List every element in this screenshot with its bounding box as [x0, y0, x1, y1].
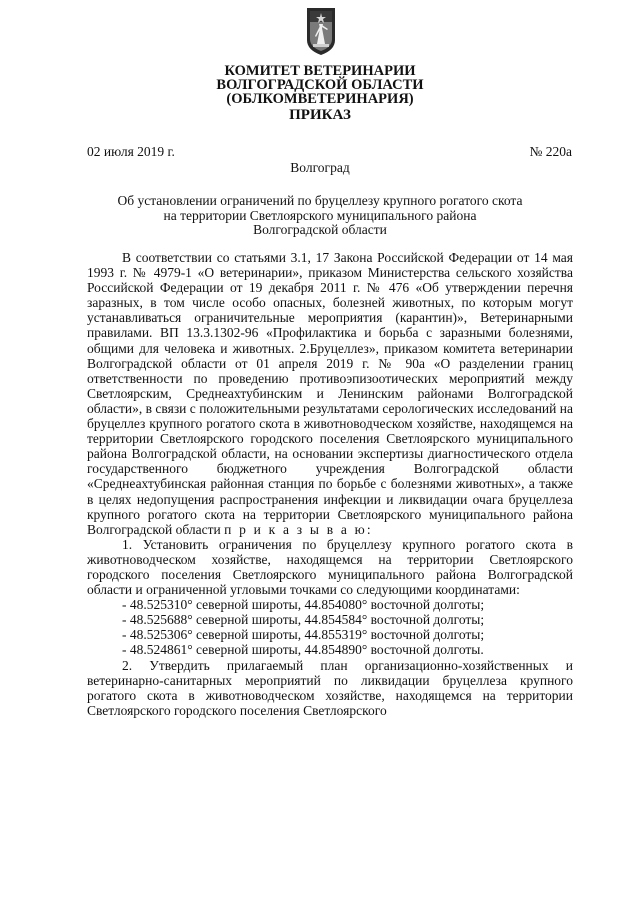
- item-2-paragraph: 2. Утвердить прилагаемый план организационно-хозяйственных и ветеринарно-санитарных мероприятий по ликвидации бруцеллеза крупного рогатого скота в животноводческом хозяйстве, находящемся на территории Светлоярского городского поселения Светлоярского: [87, 657, 573, 718]
- committee-name-line-1: КОМИТЕТ ВЕТЕРИНАРИИ: [224, 63, 416, 79]
- order-number: № 220а: [529, 144, 572, 159]
- order-body: [87, 250, 573, 718]
- subject-line-3: Волгоградской области: [253, 222, 387, 237]
- document-title: ПРИКАЗ: [289, 107, 351, 123]
- coordinate-item: - 48.524861° северной широты, 44.854890° восточной долготы.: [122, 642, 484, 658]
- committee-name-line-2: ВОЛГОГРАДСКОЙ ОБЛАСТИ: [216, 77, 424, 93]
- order-date: 02 июля 2019 г.: [87, 144, 175, 159]
- item-1-paragraph: 1. Установить ограничения по бруцеллезу крупного рогатого скота в животноводческом хозяйстве, находящемся на территории Светлоярского городского поселения Светлоярского муниципального района Волгоградской области и ограниченной угловыми точками со следующими координатами:: [87, 536, 573, 598]
- coordinate-item: - 48.525306° северной широты, 44.855319° восточной долготы;: [122, 627, 485, 643]
- preamble-paragraph: [87, 250, 573, 537]
- preamble-text: В соответствии со статьями 3.1, 17 Закона Российской Федерации от 14 мая 1993 г. № 4979-1 «О ветеринарии», приказом Министерства сельского хозяйства Российской Федерации от 19 декабря 2011 г. № 476 «Об утверждении перечня заразных, в том числе особо опасных, болезней животных, по которым могут устанавливаться ограничительные мероприятия (карантин)», Ветеринарными правилами. ВП 13.3.1302-96 «Профилактика и борьба с заразными болезнями, общими для человека и животных. 2.Бруцеллез», приказом комитета ветеринарии Волгоградской области от 01 апреля 2019 г. № 90а «О разделении границ ответственности по проведению противоэпизоотических мероприятий между Светлоярским, Среднеахтубинским и Ленинским районами Волгоградской области», в связи с положительными результатами серологических исследований на бруцеллез крупного рогатого скота в животноводческом хозяйстве, находящемся на территории Светлоярского городского поселения Светлоярского муниципального района Волгоградской области, на основании экспертизы диагностического отдела государственного бюджетного учреждения Волгоградской области «Среднеахтубинская районная станция по борьбе с болезнями животных», а также в целях недопущения распространения инфекции и ликвидации очага бруцеллеза крупного рогатого скота на территории Светлоярского муниципального района Волгоградской области: [87, 250, 573, 537]
- volgograd-coat-of-arms-icon: [305, 6, 337, 56]
- subject-line-2: на территории Светлоярского муниципального района: [163, 207, 477, 223]
- order-subject: [80, 194, 560, 238]
- order-city: Волгоград: [290, 160, 350, 175]
- subject-line-1: Об установлении ограничений по бруцеллезу крупного рогатого скота: [117, 193, 523, 208]
- coordinates-list: [87, 597, 573, 657]
- coordinate-item: - 48.525688° северной широты, 44.854584° восточной долготы;: [122, 612, 485, 628]
- order-word: п р и к а з ы в а ю:: [224, 521, 373, 537]
- coordinate-item: - 48.525310° северной широты, 44.854080° восточной долготы;: [122, 597, 485, 613]
- committee-abbreviation: (ОБЛКОМВЕТЕРИНАРИЯ): [226, 91, 414, 107]
